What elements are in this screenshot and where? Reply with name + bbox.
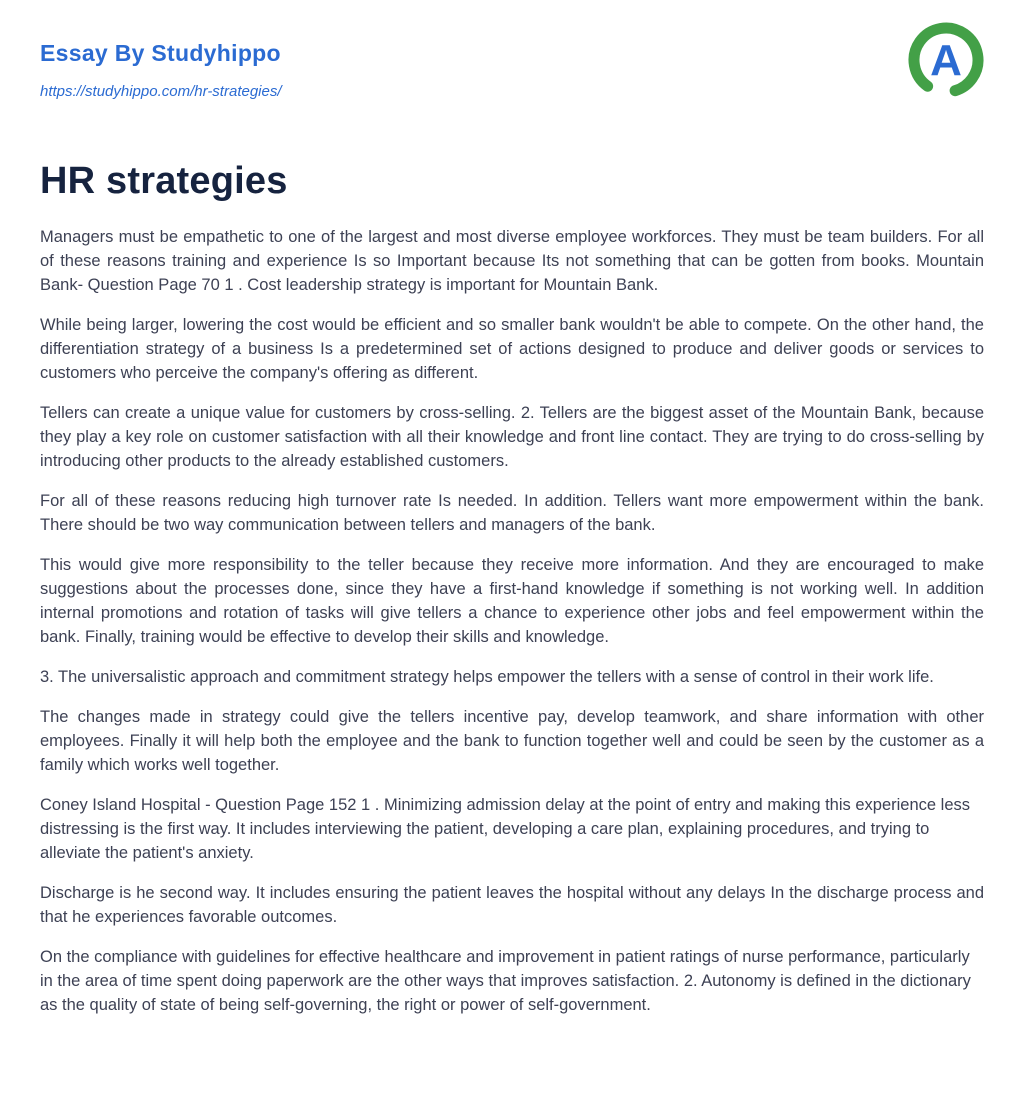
essay-paragraph: While being larger, lowering the cost would be efficient and so smaller bank wouldn't be able to compete. On the other hand, the differentiation strategy of a business Is a predetermined set of actions designed to produce and deliver goods or services to customers who perceive the company's offering as different. (40, 316, 984, 382)
essay-title: HR strategies (40, 160, 288, 202)
essay-paragraph: For all of these reasons reducing high turnover rate Is needed. In addition. Tellers want more empowerment within the bank. There should be two way communication between tellers and managers of the bank. (40, 492, 984, 534)
essay-paragraph: The changes made in strategy could give the tellers incentive pay, develop teamwork, and share information with other employees. Finally it will help both the employee and the bank to function together well and could be seen by the customer as a family which works well together. (40, 708, 984, 774)
essay-paragraph: 3. The universalistic approach and commitment strategy helps empower the tellers with a sense of control in their work life. (40, 668, 934, 686)
essay-paragraph: Coney Island Hospital - Question Page 152 1 . Minimizing admission delay at the point of entry and making this experience less distressing is the first way. It includes interviewing the patient, developing a care plan, explaining procedures, and trying to alleviate the patient's anxiety. (40, 796, 971, 862)
essay-url-link[interactable]: https://studyhippo.com/hr-strategies/ (40, 83, 282, 100)
essay-paragraph: On the compliance with guidelines for effective healthcare and improvement in patient ratings of nurse performance, particularly in the area of time spent doing paperwork are the other ways that improves satisfaction. 2. Autonomy is defined in the dictionary as the quality of state of being self-governing, the right or power of self-government. (40, 948, 971, 1014)
essay-paragraph: Tellers can create a unique value for customers by cross-selling. 2. Tellers are the biggest asset of the Mountain Bank, because they play a key role on customer satisfaction with all their knowledge and front line contact. They are trying to do cross-selling by introducing other products to the already established customers. (40, 404, 984, 470)
studyhippo-logo (908, 22, 984, 98)
logo-a-icon (908, 22, 984, 98)
byline: Essay By Studyhippo (40, 40, 281, 66)
essay-body (40, 225, 984, 1017)
essay-paragraph: Discharge is he second way. It includes ensuring the patient leaves the hospital without any delays In the discharge process and that he experiences favorable outcomes. (40, 884, 984, 926)
essay-paragraph: This would give more responsibility to the teller because they receive more information. And they are encouraged to make suggestions about the processes done, since they have a first-hand knowledge if something is not working well. In addition internal promotions and rotation of tasks will give tellers a chance to experience other jobs and feel empowerment within the bank. Finally, training would be effective to develop their skills and knowledge. (40, 556, 984, 646)
essay-paragraph: Managers must be empathetic to one of the largest and most diverse employee workforces. They must be team builders. For all of these reasons training and experience Is so Important because Its not something that can be gotten from books. Mountain Bank- Question Page 70 1 . Cost leadership strategy is important for Mountain Bank. (40, 228, 984, 294)
logo-letter: A (930, 36, 962, 85)
page-header (40, 0, 984, 130)
